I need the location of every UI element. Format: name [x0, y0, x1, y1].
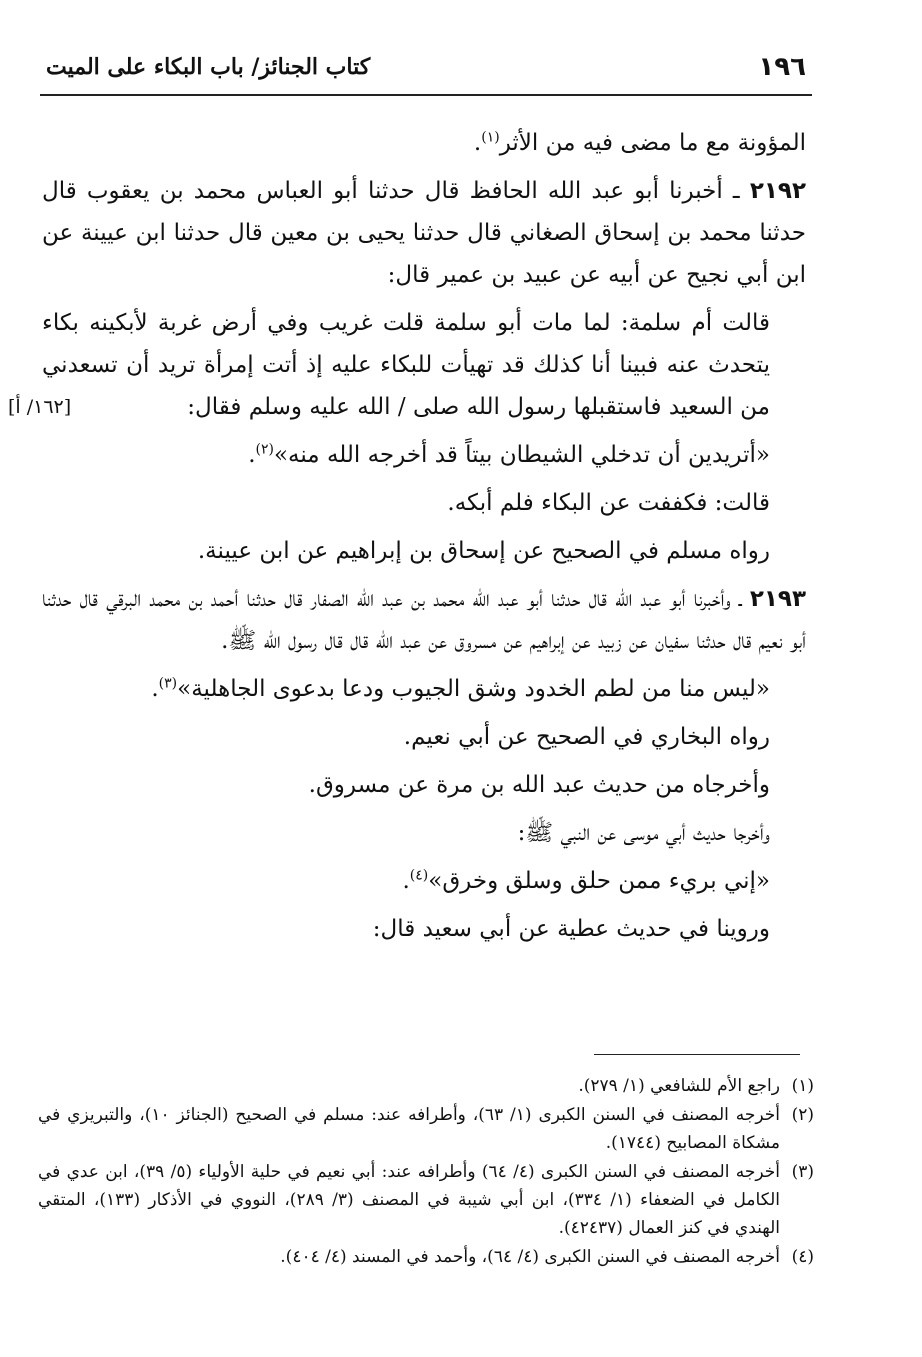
footnote-text: أخرجه المصنف في السنن الكبرى (١/ ٦٣)، وأطرافه عند: مسلم في الصحيح (الجنائز ١٠)، والتبريزي في مشكاة المصابيح (١٧٤٤). — [38, 1105, 780, 1153]
paragraph: رواه مسلم في الصحيح عن إسحاق بن إبراهيم عن ابن عيينة. — [197, 538, 770, 564]
hadith-2193: ٢١٩٣ ـ وأخبرنا أبو عبد الله قال حدثنا أبو عبد الله محمد بن عبد الله الصفار قال حدثنا أحمد بن محمد البرقي قال حدثنا أبو نعيم قال حدثنا سفيان عن زبيد عن إبراهيم عن مسروق عن عبد الله قال قال رسول الله ﷺ. — [42, 586, 806, 654]
running-title: كتاب الجنائز/ باب البكاء على الميت — [46, 54, 371, 80]
footnote-ref: (١) — [481, 129, 500, 146]
footnote-number: (٣) — [791, 1162, 814, 1182]
footnote-text: راجع الأم للشافعي (١/ ٢٧٩). — [578, 1076, 780, 1096]
manuscript-folio-marker: [١٦٢/ أ] — [8, 396, 72, 418]
footnotes — [38, 1072, 814, 1272]
paragraph-continuation: المؤونة مع ما مضى فيه من الأثر$^{(١)}$. — [473, 129, 806, 156]
paragraph: وأخرجا حديث أبي موسى عن النبي ﷺ: — [517, 820, 770, 846]
footnote-text: أخرجه المصنف في السنن الكبرى (٤/ ٦٤)، وأحمد في المسند (٤/ ٤٠٤). — [280, 1247, 780, 1267]
quote-2: «ليس منا من لطم الخدود وشق الجيوب ودعا بدعوى الجاهلية»$^{(٣)}$. — [151, 675, 770, 702]
paragraph: رواه البخاري في الصحيح عن أبي نعيم. — [403, 724, 770, 750]
quote-1: «أتريدين أن تدخلي الشيطان بيتاً قد أخرجه الله منه»$^{(٢)}$. — [248, 441, 770, 468]
paragraph: وأخرجاه من حديث عبد الله بن مرة عن مسروق. — [308, 772, 770, 798]
footnote-ref: (٢) — [255, 441, 274, 458]
footnote-2 — [38, 1101, 814, 1157]
footnote-ref: (٣) — [158, 675, 178, 692]
quote-3: «إني بريء ممن حلق وسلق وخرق»$^{(٤)}$. — [402, 867, 770, 894]
main-text — [8, 122, 806, 956]
footnote-1 — [38, 1072, 814, 1100]
umm-salama-narration: قالت أم سلمة: لما مات أبو سلمة قلت غريب وفي أرض غربة لأبكينه بكاء يتحدث عنه فبينا أنا كذلك قد تهيأت للبكاء عليه إذ أتت إمرأة تريد أن تسعدني من السعيد فاستقبلها رسول الله صلى / الله عليه وسلم فقال: [١٦٢/ أ] — [42, 302, 806, 428]
footnote-number: (١) — [791, 1076, 814, 1096]
footnote-ref: (٤) — [409, 867, 429, 884]
hadith-number: ٢١٩٣ — [749, 586, 806, 612]
hadith-number: ٢١٩٢ — [749, 178, 806, 204]
footnote-divider — [594, 1054, 800, 1055]
footnote-text: أخرجه المصنف في السنن الكبرى (٤/ ٦٤) وأطرافه عند: أبي نعيم في حلية الأولياء (٥/ ٣٩)، ابن عدي في الكامل في الضعفاء (١/ ٣٣٤)، ابن أبي شيبة في المصنف (٣/ ٢٨٩)، النووي في الأذكار (١٣٣)، المتقي الهندي في كنز العمال (٤٢٤٣٧). — [38, 1162, 781, 1238]
paragraph: وروينا في حديث عطية عن أبي سعيد قال: — [372, 916, 770, 942]
hadith-2192: ٢١٩٢ ـ أخبرنا أبو عبد الله الحافظ قال حدثنا أبو العباس محمد بن يعقوب قال حدثنا محمد بن إسحاق الصغاني قال حدثنا يحيى بن معين قال حدثنا ابن عيينة عن ابن أبي نجيح عن أبيه عن عبيد بن عمير قال: — [42, 178, 806, 288]
footnote-number: (٤) — [791, 1247, 814, 1267]
footnote-3 — [38, 1158, 814, 1242]
footnote-4 — [38, 1243, 814, 1271]
paragraph: قالت: فكففت عن البكاء فلم أبكه. — [447, 490, 770, 516]
footnote-number: (٢) — [791, 1105, 814, 1125]
page-number: ١٩٦ — [758, 52, 806, 82]
page-header — [40, 52, 812, 96]
